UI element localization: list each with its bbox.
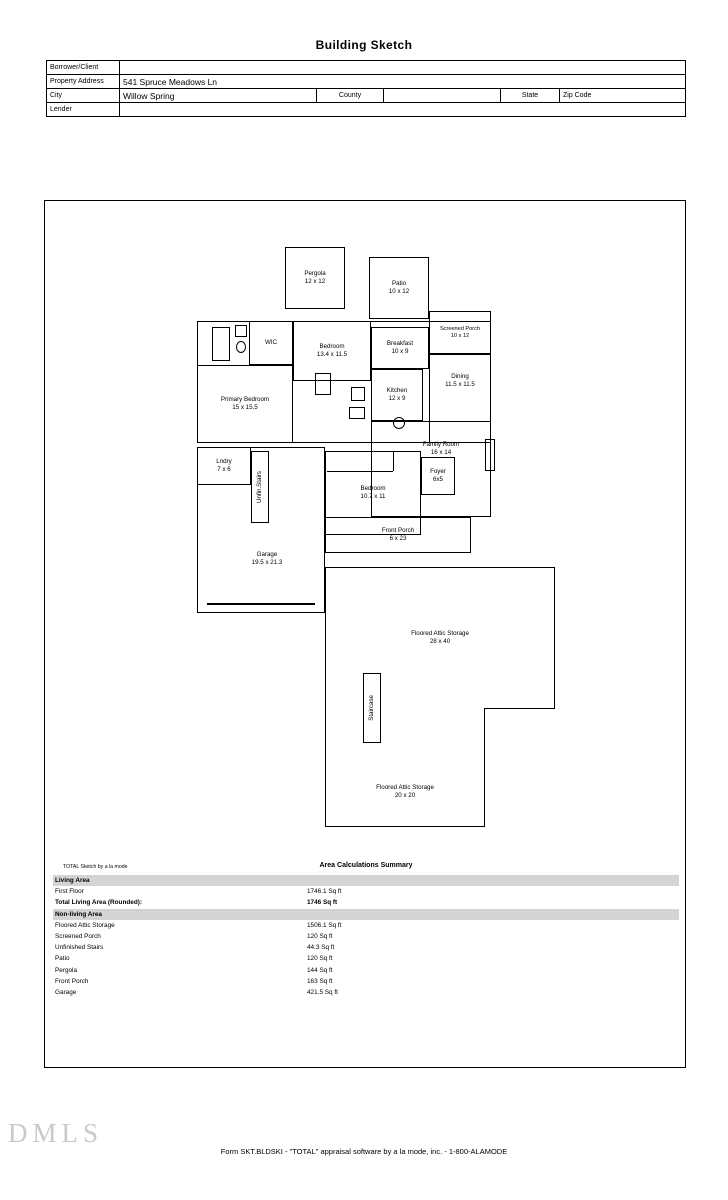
room-label: Patio bbox=[391, 280, 407, 288]
room-dims: 11.5 x 11.5 bbox=[445, 381, 475, 388]
row-value: 1506.1 Sq ft bbox=[307, 921, 342, 929]
room-label: Floored Attic Storage bbox=[376, 784, 434, 792]
room-dims: 13.4 x 11.5 bbox=[316, 351, 348, 358]
table-row bbox=[53, 953, 679, 964]
room-label: Front Porch bbox=[381, 527, 415, 535]
room-dims: 15 x 15.5 bbox=[232, 404, 258, 411]
room-staircase bbox=[363, 673, 381, 743]
room-dims: 10.7 x 11 bbox=[360, 493, 386, 500]
city-value: Willow Spring bbox=[120, 89, 317, 103]
state-label: State bbox=[501, 89, 560, 103]
room-label: WIC bbox=[264, 339, 278, 347]
room-dining bbox=[431, 369, 489, 393]
room-dims: 28 x 40 bbox=[429, 638, 451, 645]
row-label: Unfinished Stairs bbox=[55, 944, 104, 952]
property-header-table bbox=[46, 60, 686, 117]
room-dims: 10 x 12 bbox=[388, 288, 410, 295]
room-label: Kitchen bbox=[386, 387, 408, 395]
table-row bbox=[47, 75, 686, 89]
room-dims: 6x5 bbox=[433, 476, 443, 483]
row-value: 421.5 Sq ft bbox=[307, 988, 338, 996]
table-row bbox=[53, 920, 679, 931]
room-dims: 19.5 x 21.3 bbox=[251, 559, 283, 566]
table-row bbox=[47, 89, 686, 103]
room-dims: 16 x 14 bbox=[430, 449, 452, 456]
room-pergola bbox=[285, 247, 345, 309]
room-label: Dining bbox=[451, 373, 469, 381]
non-living-area-band bbox=[53, 909, 679, 920]
kitchen-range bbox=[349, 407, 365, 419]
city-label: City bbox=[47, 89, 120, 103]
room-bedroom-upper bbox=[293, 321, 371, 381]
county-value bbox=[384, 89, 501, 103]
row-label: Total Living Area (Rounded): bbox=[55, 899, 142, 907]
row-value: 44.3 Sq ft bbox=[307, 944, 335, 952]
row-label: Pergola bbox=[55, 966, 78, 974]
page-title: Building Sketch bbox=[315, 38, 413, 52]
total-living-area-row bbox=[53, 897, 679, 908]
table-row bbox=[47, 103, 686, 117]
table-row bbox=[53, 931, 679, 942]
room-floored-attic-storage-28x40 bbox=[325, 567, 555, 709]
room-floored-attic-storage-20x20 bbox=[325, 709, 485, 827]
table-row bbox=[53, 942, 679, 953]
table-row bbox=[53, 965, 679, 976]
garage-door bbox=[207, 603, 315, 605]
room-label: Bedroom bbox=[360, 485, 386, 493]
table-row bbox=[47, 61, 686, 75]
lender-value bbox=[120, 103, 686, 117]
room-foyer bbox=[421, 457, 455, 495]
sketch-credit: TOTAL Sketch by a la mode bbox=[63, 864, 128, 870]
table-row bbox=[53, 976, 679, 987]
row-value: 1746.1 Sq ft bbox=[307, 888, 342, 896]
room-dims: 10 x 12 bbox=[450, 333, 470, 339]
row-value: 163 Sq ft bbox=[307, 977, 333, 985]
zip-label: Zip Code bbox=[560, 89, 686, 103]
bedroom-wall-vertical bbox=[393, 451, 394, 471]
living-area-band bbox=[53, 875, 679, 886]
room-dims: 20 x 20 bbox=[394, 792, 416, 799]
room-garage-label bbox=[227, 547, 307, 571]
form-footer: Form SKT.BLDSKI - "TOTAL" appraisal software by a la mode, inc. - 1-800-ALAMODE bbox=[220, 1147, 508, 1156]
borrower-label: Borrower/Client bbox=[47, 61, 120, 75]
room-label: Garage bbox=[256, 551, 278, 559]
non-living-area-label: Non-living Area bbox=[53, 909, 679, 920]
room-label: Pergola bbox=[304, 270, 326, 278]
property-address-label: Property Address bbox=[47, 75, 120, 89]
garage-block bbox=[197, 447, 325, 613]
table-row bbox=[53, 886, 679, 897]
room-dims: 6 x 23 bbox=[389, 535, 407, 542]
area-summary-table bbox=[53, 875, 679, 998]
bath-fixture-tub bbox=[212, 327, 230, 361]
room-kitchen bbox=[371, 369, 423, 421]
room-label: Breakfast bbox=[386, 340, 414, 348]
window-right bbox=[485, 439, 495, 471]
room-label: Floored Attic Storage bbox=[411, 630, 469, 638]
area-calculations-heading: Area Calculations Summary bbox=[319, 862, 413, 869]
row-label: Garage bbox=[55, 988, 77, 996]
room-wic bbox=[249, 321, 293, 365]
room-front-porch bbox=[325, 517, 471, 553]
room-dims: 7 x 6 bbox=[217, 466, 231, 473]
county-label: County bbox=[317, 89, 384, 103]
living-area-label: Living Area bbox=[53, 875, 679, 886]
row-value: 120 Sq ft bbox=[307, 933, 333, 941]
property-address-value: 541 Spruce Meadows Ln bbox=[120, 75, 686, 89]
kitchen-sink bbox=[315, 373, 331, 395]
row-label: Screened Porch bbox=[55, 933, 101, 941]
borrower-value bbox=[120, 61, 686, 75]
room-label: Unfin.Stairs bbox=[256, 471, 264, 503]
room-breakfast bbox=[371, 327, 429, 369]
room-dims: 12 x 12 bbox=[304, 278, 326, 285]
table-row bbox=[53, 987, 679, 998]
sketch-frame bbox=[44, 200, 686, 1068]
room-label: Staircase bbox=[368, 695, 376, 721]
bath-fixture-sink bbox=[235, 325, 247, 337]
row-label: Floored Attic Storage bbox=[55, 921, 115, 929]
room-dims: 10 x 9 bbox=[391, 348, 409, 355]
room-label: Bedroom bbox=[319, 343, 345, 351]
kitchen-island bbox=[351, 387, 365, 401]
room-primary-bedroom bbox=[197, 365, 293, 443]
floor-plan bbox=[45, 201, 687, 891]
lender-label: Lender bbox=[47, 103, 120, 117]
room-label: Screened Porch bbox=[439, 326, 481, 333]
row-value: 1746 Sq ft bbox=[307, 899, 338, 907]
row-label: Front Porch bbox=[55, 977, 89, 985]
row-value: 144 Sq ft bbox=[307, 966, 333, 974]
room-label: Primary Bedroom bbox=[220, 396, 270, 404]
room-dims: 12 x 9 bbox=[388, 395, 406, 402]
room-patio bbox=[369, 257, 429, 319]
room-label: Foyer bbox=[430, 468, 446, 476]
room-label: Lndry bbox=[216, 458, 232, 466]
bath-fixture-toilet bbox=[236, 341, 246, 353]
row-label: First Floor bbox=[55, 888, 84, 896]
row-value: 120 Sq ft bbox=[307, 955, 333, 963]
room-label: Family Room bbox=[422, 441, 460, 449]
row-label: Patio bbox=[55, 955, 70, 963]
bedroom-closet-wall bbox=[327, 471, 393, 472]
plan-divider-mask bbox=[326, 708, 484, 711]
watermark: DMLS bbox=[8, 1118, 104, 1148]
